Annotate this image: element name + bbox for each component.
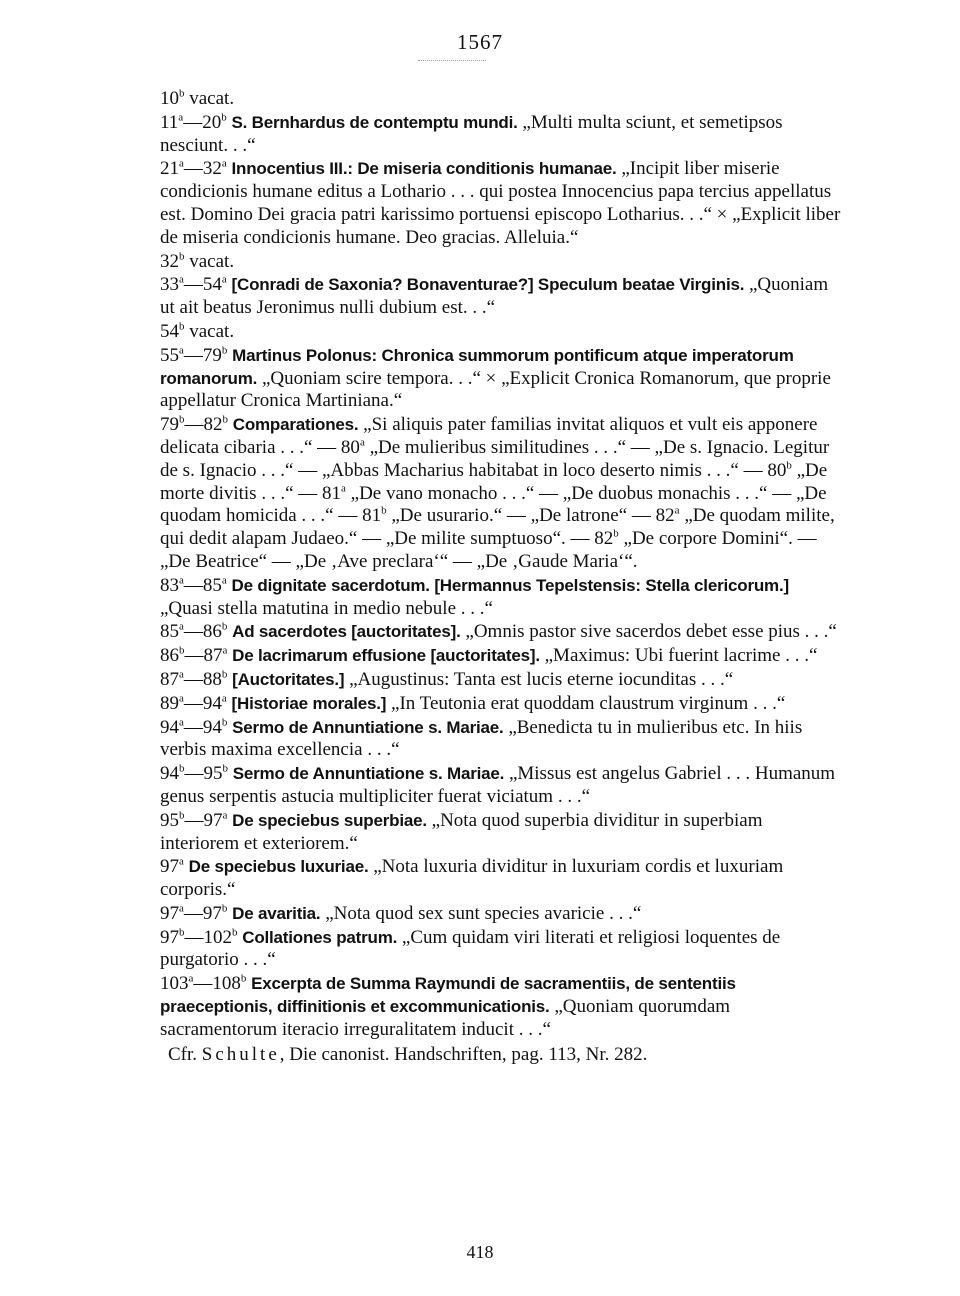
folio-side: b — [221, 621, 228, 633]
folio-side: a — [179, 158, 184, 171]
folio-side: a — [221, 158, 227, 171]
entry-text: „Nota quod sex sunt species avaricie . . .“ — [320, 902, 642, 924]
entry-text: „Quoniam scire tempora. . .“ × „Explicit Cronica Romanorum, que proprie appellatur Cronica Martiniana.“ — [160, 367, 831, 412]
folio-side: b — [221, 344, 228, 357]
folio-side: b — [179, 413, 185, 426]
entry-text: vacat. — [184, 250, 235, 272]
folio-side: b — [786, 459, 792, 472]
folio-side: b — [232, 926, 238, 939]
folio-side: a — [222, 809, 228, 822]
citation-author: Schulte — [201, 1043, 280, 1065]
folio-side: a — [179, 668, 184, 681]
catalog-entry — [120, 251, 842, 274]
entry-text: vacat. — [184, 320, 235, 342]
folio-side: a — [178, 111, 184, 124]
entry-heading: [Historiae morales.] — [231, 693, 387, 713]
catalog-entry — [120, 274, 842, 320]
folio-side: b — [221, 668, 228, 681]
entry-heading: Comparationes. — [232, 415, 359, 435]
catalog-entry — [120, 810, 842, 856]
entry-text: 87 — [160, 668, 179, 690]
entry-text: „Cum quidam viri literati et religiosi loquentes de purgatorio . . .“ — [160, 926, 781, 971]
folio-side: b — [179, 644, 185, 657]
folio-side: a — [179, 574, 184, 587]
folio-side: a — [179, 344, 184, 357]
folio-side: a — [221, 692, 227, 705]
entry-text: „Augustinus: Tanta est lucis eterne iocunditas . . .“ — [344, 668, 734, 690]
folio-side: a — [179, 902, 184, 915]
entry-heading: Sermo de Annuntiatione s. Mariae. — [232, 764, 505, 784]
citation-prefix: Cfr. — [168, 1043, 202, 1065]
folio-side: b — [222, 762, 228, 775]
entry-text: „Incipit liber miserie condicionis humane editus a Lothario . . . qui postea Innocencius papa tercius appellatus est. Domino Dei gracia patri karissimo portuensi episcopo Lotharius. . .“ × „Explicit liber de miseria condicionis humane. Deo gracias. Alleluia.“ — [160, 158, 841, 248]
entry-heading: S. Bernhardus de contemptu mundi. — [231, 112, 518, 132]
catalog-entry — [120, 621, 842, 644]
folio-side: b — [179, 250, 185, 263]
entry-text: 11 — [160, 111, 179, 133]
entry-text: „Quoniam quorumdam sacramentorum iteracio irreguralitatem inducit . . .“ — [160, 996, 731, 1040]
folio-side: b — [179, 87, 185, 100]
folio-side: a — [221, 274, 227, 287]
entry-text: —86 — [183, 621, 222, 643]
folio-side: b — [221, 902, 228, 915]
entry-text: „Multi multa sciunt, et semetipsos nesciunt. . .“ — [160, 111, 783, 156]
folio-side: b — [381, 505, 387, 518]
entry-text: 95 — [160, 809, 179, 831]
folio-side: a — [179, 274, 184, 287]
folio-side: b — [222, 413, 228, 426]
entry-text: —88 — [183, 668, 222, 690]
entry-text: —95 — [184, 763, 223, 785]
entry-text: 94 — [160, 763, 179, 785]
entry-text: 33 — [160, 274, 179, 296]
catalog-entry — [120, 669, 842, 692]
folio-side: b — [179, 762, 185, 775]
folio-side: a — [221, 574, 227, 587]
entry-text: „De corpore Domini“. — „De Beatrice“ — „De ‚Ave preclara‘“ — „De ‚Gaude Maria‘“. — [160, 528, 817, 572]
folio-side: a — [188, 972, 194, 985]
entry-text: 10 — [160, 88, 179, 109]
catalog-entries — [120, 88, 842, 1042]
entry-text: —108 — [193, 973, 241, 995]
folio-side: a — [179, 716, 184, 729]
entry-heading: Excerpta de Summa Raymundi de sacramentiis, de sententiis praeceptionis, diffinitionis et excommunicationis. — [160, 974, 736, 1017]
folio-side: b — [221, 716, 228, 729]
entry-text: „Omnis pastor sive sacerdos debet esse pius . . .“ — [460, 621, 837, 643]
entry-text: —20 — [183, 111, 222, 133]
entry-text: „De vano monacho . . .“ — „De duobus monachis . . .“ — „De quodam homicida . . .“ — 81 — [160, 482, 827, 527]
entry-text: 97 — [160, 926, 179, 948]
entry-text: 94 — [160, 716, 179, 738]
entry-text: „De mulieribus similitudines . . .“ — „De s. Ignacio. Legitur de s. Ignacio . . .“ — „Abbas Macharius habitabat in loco deserto nimis . . .“ — 80 — [160, 436, 830, 481]
entry-text: —54 — [183, 274, 222, 296]
entry-text: 103 — [160, 973, 189, 995]
catalog-entry — [120, 88, 842, 111]
folio-side: a — [179, 621, 184, 633]
entry-text: 83 — [160, 574, 179, 596]
entry-text: —85 — [183, 574, 222, 596]
entry-text: —82 — [184, 414, 223, 436]
entry-text: „De morte divitis . . .“ — 81 — [160, 459, 828, 504]
entry-text: 85 — [160, 621, 179, 643]
entry-text: 79 — [160, 414, 179, 436]
entry-text: „Quoniam ut ait beatus Jeronimus nulli dubium est. . .“ — [160, 274, 829, 319]
entry-heading: Martinus Polonus: Chronica summorum pontificum atque imperatorum romanorum. — [160, 345, 794, 388]
catalog-entry — [120, 575, 842, 621]
folio-side: a — [179, 692, 184, 705]
entry-text: vacat. — [184, 88, 235, 109]
catalog-entry — [120, 414, 842, 574]
entry-text: 54 — [160, 320, 179, 342]
entry-text: „Maximus: Ubi fuerint lacrime . . .“ — [539, 645, 818, 667]
folio-side: b — [179, 926, 185, 939]
entry-heading: De speciebus luxuriae. — [188, 857, 369, 877]
catalog-entry — [120, 973, 842, 1041]
folio-side: b — [179, 809, 185, 822]
folio-side: b — [221, 111, 227, 124]
entry-text: —94 — [183, 692, 222, 714]
folio-side: a — [222, 644, 228, 657]
entry-text: „Si aliquis pater familias invitat aliquos et vult eis apponere delicata cibaria . . .“ — 80 — [160, 414, 818, 458]
entry-text: 89 — [160, 692, 179, 714]
citation — [120, 1044, 842, 1067]
entry-text: —94 — [183, 716, 222, 738]
catalog-entry — [120, 903, 842, 926]
entry-heading: De lacrimarum effusione [auctoritates]. — [232, 646, 540, 666]
entry-text: 97 — [160, 902, 179, 924]
catalog-body — [120, 88, 842, 1066]
header-rule — [418, 60, 486, 61]
entry-text: „In Teutonia erat quoddam claustrum virginum . . .“ — [386, 692, 786, 714]
entry-heading: Innocentius III.: De miseria conditionis humanae. — [231, 159, 617, 179]
folio-side: b — [613, 527, 619, 540]
folio-side: b — [179, 320, 185, 333]
entry-text: —79 — [183, 344, 222, 366]
catalog-entry — [120, 693, 842, 716]
entry-text: 55 — [160, 344, 179, 366]
folio-side: a — [359, 436, 365, 449]
entry-text: „Nota quod superbia dividitur in superbiam interiorem et exteriorem.“ — [160, 809, 763, 854]
entry-text: 21 — [160, 158, 179, 180]
entry-text: —102 — [184, 926, 232, 948]
folio-side: a — [179, 855, 184, 868]
entry-heading: Sermo de Annuntiatione s. Mariae. — [232, 717, 504, 737]
entry-text: „Benedicta tu in mulieribus etc. In hiis verbis maxima excellencia . . .“ — [160, 716, 803, 761]
entry-text: —97 — [183, 902, 222, 924]
catalog-entry — [120, 717, 842, 763]
entry-text: 32 — [160, 250, 179, 272]
catalog-entry — [120, 763, 842, 809]
catalog-entry — [120, 345, 842, 413]
folio-side: a — [341, 482, 346, 495]
catalog-entry — [120, 645, 842, 668]
entry-heading: Ad sacerdotes [auctoritates]. — [232, 622, 461, 642]
entry-heading: De avaritia. — [232, 903, 321, 923]
entry-heading: De speciebus superbiae. — [232, 810, 427, 830]
entry-heading: [Conradi de Saxonia? Bonaventurae?] Speculum beatae Virginis. — [231, 275, 745, 295]
catalog-entry — [120, 112, 842, 158]
folio-side: a — [674, 505, 680, 518]
entry-heading: [Auctoritates.] — [232, 669, 345, 689]
entry-text: —87 — [184, 645, 223, 667]
entry-text: „Quasi stella matutina in medio nebule . . .“ — [160, 597, 493, 619]
entry-text: —97 — [184, 809, 223, 831]
entry-text: „Missus est angelus Gabriel . . . Humanum genus serpentis astucia multipliciter fuerat viciatum . . .“ — [160, 763, 836, 807]
entry-text: „De quodam milite, qui dedit alapam Judaeo.“ — „De milite sumptuoso“. — 82 — [160, 505, 835, 550]
entry-text: 86 — [160, 645, 179, 667]
catalog-entry — [120, 927, 842, 973]
catalog-entry — [120, 321, 842, 344]
page-number-bottom: 418 — [466, 1242, 494, 1262]
entry-heading: De dignitate sacerdotum. [Hermannus Tepelstensis: Stella clericorum.] — [231, 575, 789, 595]
folio-side: b — [240, 972, 247, 985]
page-number-top: 1567 — [457, 30, 503, 54]
entry-text: 97 — [160, 856, 179, 878]
catalog-entry — [120, 856, 842, 902]
citation-rest: , Die canonist. Handschriften, pag. 113, Nr. 282. — [279, 1043, 648, 1065]
entry-heading: Collationes patrum. — [242, 927, 398, 947]
catalog-entry — [120, 158, 842, 249]
entry-text: „Nota luxuria dividitur in luxuriam cordis et luxuriam corporis.“ — [160, 856, 784, 901]
entry-text: „De usurario.“ — „De latrone“ — 82 — [386, 505, 675, 527]
entry-text: —32 — [183, 158, 222, 180]
